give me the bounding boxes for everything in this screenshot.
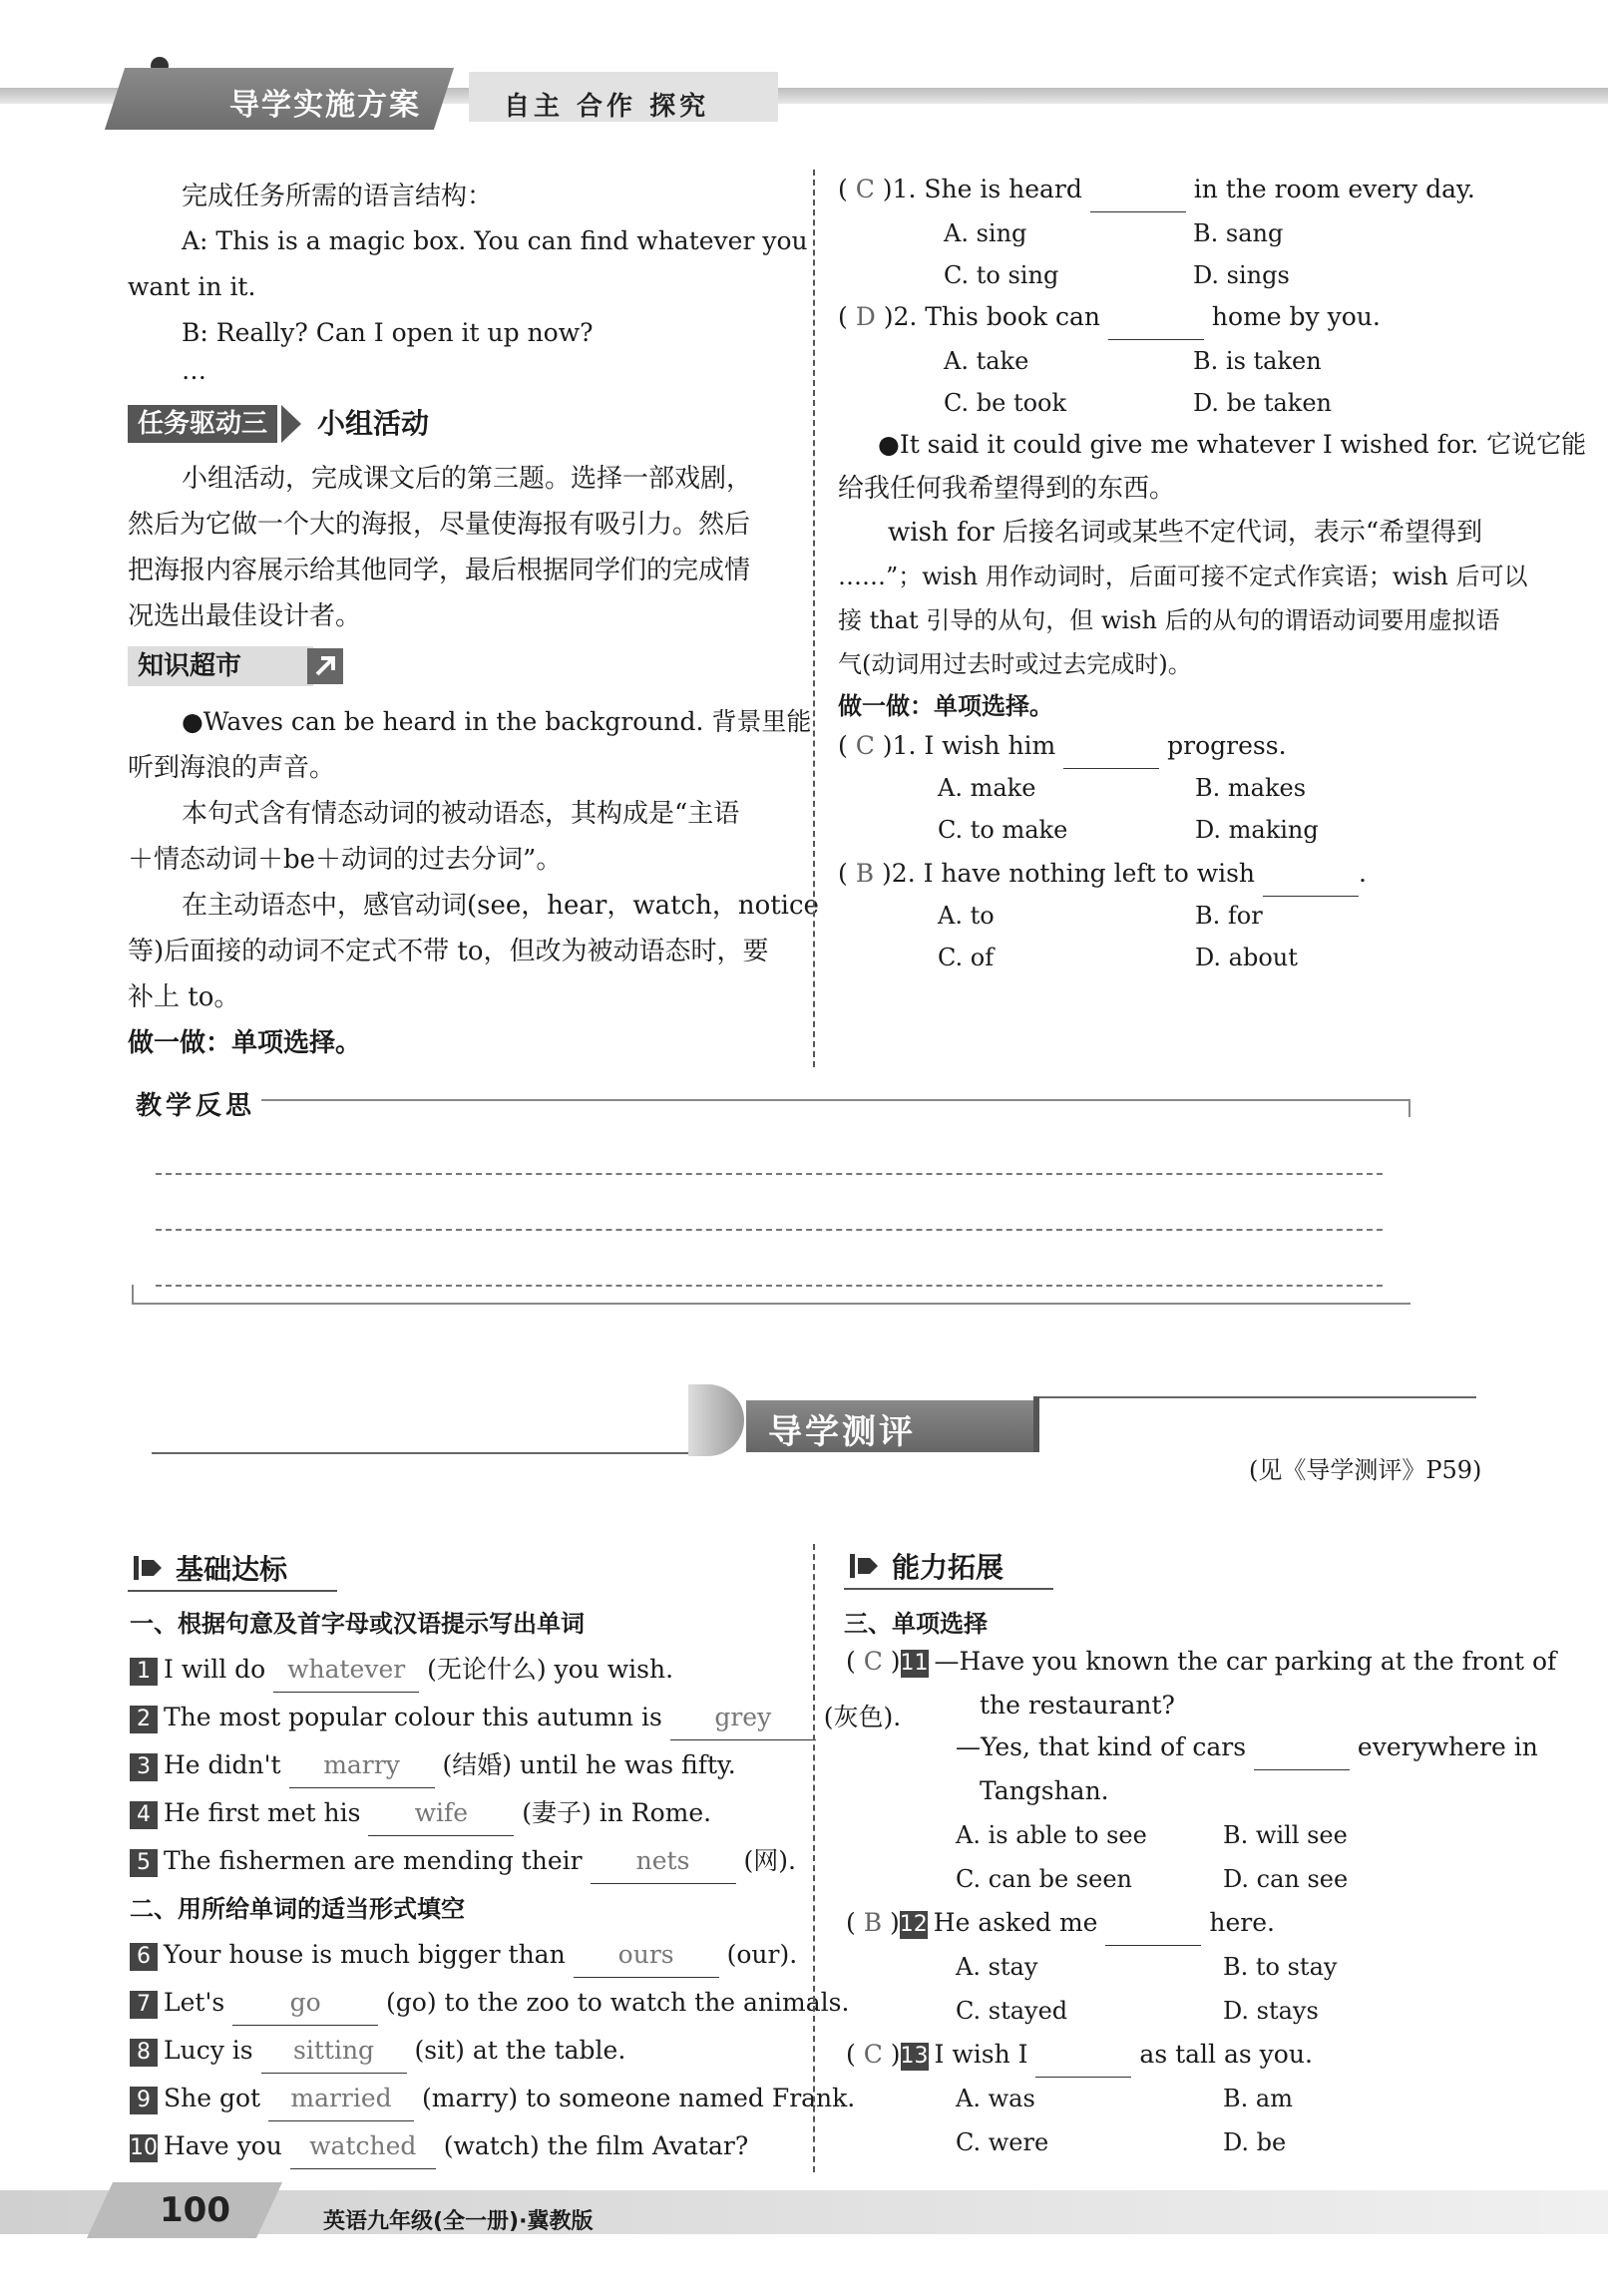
item-text-after: (无论什么) you wish. xyxy=(419,1655,674,1684)
q4-option-d: D. about xyxy=(1195,944,1298,971)
reflection-right-tick xyxy=(1408,1099,1410,1117)
item-text-before: Your house is much bigger than xyxy=(164,1940,574,1969)
item-number: 7 xyxy=(130,1991,158,2019)
wish-line-4: ……”；wish 用作动词时，后面可接不定式作宾语；wish 后可以 xyxy=(838,563,1528,590)
question-4: ( B )2. I have nothing left to wish . xyxy=(838,852,1367,897)
task-tag: 任务驱动三 xyxy=(128,405,277,443)
q12-option-d: D. stays xyxy=(1223,1997,1319,2025)
item-text-after: (灰色). xyxy=(815,1703,902,1731)
answer-blank[interactable]: married xyxy=(268,2077,414,2121)
task-para-4: 况选出最佳设计者。 xyxy=(128,601,362,631)
q11-line-4: Tangshan. xyxy=(980,1776,1109,1805)
q11-option-a: A. is able to see xyxy=(956,1821,1147,1849)
fill-blank-item xyxy=(130,2124,748,2169)
q4-option-a: A. to xyxy=(938,902,995,930)
item-number: 2 xyxy=(130,1706,158,1733)
fill-blank-item xyxy=(130,2077,855,2121)
answer-blank[interactable]: marry xyxy=(289,1743,435,1788)
answer-blank[interactable]: nets xyxy=(591,1839,736,1884)
item-text-before: Let's xyxy=(164,1988,233,2017)
knowledge-tag: 知识超市 xyxy=(128,646,313,686)
wish-line-1: ●It said it could give me whatever I wished for. 它说它能 xyxy=(878,430,1587,459)
doit-right: 做一做：单项选择。 xyxy=(838,691,1053,720)
q1-option-d: D. sings xyxy=(1193,261,1290,289)
letter-d-icon xyxy=(688,1384,744,1456)
doit-left: 做一做：单项选择。 xyxy=(128,1028,362,1058)
q12-option-c: C. stayed xyxy=(956,1997,1068,2025)
item-number: 5 xyxy=(130,1849,158,1877)
fill-blank-item xyxy=(130,1743,736,1788)
q11-option-b: B. will see xyxy=(1223,1821,1348,1849)
q11-option-c: C. can be seen xyxy=(956,1865,1132,1893)
knowledge-3c: 补上 to。 xyxy=(128,982,240,1012)
item-number: 3 xyxy=(130,1753,158,1781)
fill-blank-item xyxy=(130,1791,711,1836)
reflection-line-1 xyxy=(156,1173,1383,1175)
ability-tag: 能力拓展 xyxy=(892,1551,1005,1584)
task-title: 小组活动 xyxy=(317,407,430,440)
basic-tag: 基础达标 xyxy=(176,1553,288,1586)
bottom-column-divider xyxy=(813,1544,815,2172)
knowledge-1a: ●Waves can be heard in the background. 背景里能 xyxy=(182,707,812,736)
reflection-top-line xyxy=(261,1099,1408,1101)
header-subtitle: 自主 合作 探究 xyxy=(504,92,710,122)
answer-blank[interactable]: ours xyxy=(574,1933,719,1978)
task-para-2: 然后为它做一个大的海报，尽量使海报有吸引力。然后 xyxy=(128,510,751,540)
knowledge-2a: 本句式含有情态动词的被动语态，其构成是“主语 xyxy=(182,799,740,829)
q13-option-b: B. am xyxy=(1223,2085,1293,2112)
q1-option-b: B. sang xyxy=(1193,219,1284,247)
item-number: 8 xyxy=(130,2039,158,2067)
wish-line-6: 气(动词用过去时或过去完成时)。 xyxy=(838,650,1192,678)
item-text-before: He didn't xyxy=(164,1750,289,1779)
reflection-line-3 xyxy=(156,1285,1383,1287)
banner-line-left xyxy=(152,1452,710,1454)
reflection-bottom-line xyxy=(132,1303,1410,1305)
knowledge-1b: 听到海浪的声音。 xyxy=(128,753,336,783)
wish-line-5: 接 that 引导的从句，但 wish 后的从句的谓语动词要用虚拟语 xyxy=(838,606,1500,634)
section-d-title: 导学测评 xyxy=(768,1412,916,1452)
q3-option-d: D. making xyxy=(1195,816,1319,844)
answer-blank[interactable]: wife xyxy=(368,1791,514,1836)
q1-option-c: C. to sing xyxy=(944,261,1059,289)
q2-option-a: A. take xyxy=(944,347,1029,375)
item-text-before: He first met his xyxy=(164,1798,369,1827)
item-text-after: (结婚) until he was fifty. xyxy=(434,1750,736,1779)
item-text-before: I will do xyxy=(164,1655,274,1684)
dialog-a-line1: A: This is a magic box. You can find whatever you xyxy=(182,226,808,255)
reflection-label: 教学反思 xyxy=(136,1091,256,1121)
item-number: 4 xyxy=(130,1801,158,1829)
page-number: 100 xyxy=(160,2190,230,2230)
pencil-icon xyxy=(848,1550,880,1582)
answer-blank[interactable]: grey xyxy=(670,1696,816,1740)
banner-end-bar xyxy=(1033,1396,1039,1452)
header-title: 导学实施方案 xyxy=(229,88,421,123)
dialog-ellipsis: … xyxy=(182,356,206,385)
item-text-after: (网). xyxy=(735,1846,796,1875)
answer-blank[interactable]: sitting xyxy=(261,2029,407,2074)
fill-blank-item xyxy=(130,1839,796,1884)
wish-line-3: wish for 后接名词或某些不定代词，表示“希望得到 xyxy=(888,518,1483,548)
q13-option-c: C. were xyxy=(956,2128,1049,2156)
question-2: ( D )2. This book can home by you. xyxy=(838,295,1381,340)
item-text-before: The fishermen are mending their xyxy=(164,1846,591,1875)
question-11: ( C )11 —Have you known the car parking at the front of xyxy=(846,1647,1557,1676)
q12-option-a: A. stay xyxy=(956,1953,1038,1981)
fill-blank-item xyxy=(130,2029,625,2074)
dialog-b: B: Really? Can I open it up now? xyxy=(182,318,594,347)
q2-option-d: D. be taken xyxy=(1193,389,1332,417)
structure-label: 完成任务所需的语言结构： xyxy=(182,182,494,211)
q1-option-a: A. sing xyxy=(944,219,1027,247)
question-13: ( C )13 I wish I as tall as you. xyxy=(846,2033,1313,2078)
basic-part1-heading: 一、根据句意及首字母或汉语提示写出单词 xyxy=(130,1610,585,1638)
fill-blank-item xyxy=(130,1696,901,1740)
item-number: 9 xyxy=(130,2087,158,2114)
answer-blank[interactable]: whatever xyxy=(273,1648,419,1693)
knowledge-3a: 在主动语态中，感官动词(see，hear，watch，notice xyxy=(182,891,819,921)
q11-line-3: —Yes, that kind of cars everywhere in xyxy=(956,1725,1538,1770)
banner-line-right xyxy=(1037,1396,1476,1398)
item-text-before: Have you xyxy=(164,2131,290,2160)
item-text-before: The most popular colour this autumn is xyxy=(164,1703,670,1731)
ability-part3-heading: 三、单项选择 xyxy=(844,1610,988,1638)
q2-option-b: B. is taken xyxy=(1193,347,1322,375)
q11-line-2: the restaurant? xyxy=(980,1691,1175,1720)
item-text-after: (妻子) in Rome. xyxy=(514,1798,712,1827)
task-para-1: 小组活动，完成课文后的第三题。选择一部戏剧， xyxy=(182,464,753,494)
q13-option-a: A. was xyxy=(956,2085,1035,2112)
item-text-after: (watch) the film Avatar? xyxy=(435,2131,749,2160)
q13-option-d: D. be xyxy=(1223,2128,1287,2156)
q4-option-b: B. for xyxy=(1195,902,1263,930)
pencil-icon xyxy=(132,1552,164,1584)
dialog-a-line2: want in it. xyxy=(128,272,256,301)
item-number: 1 xyxy=(130,1658,158,1686)
knowledge-2b: ＋情态动词＋be＋动词的过去分词”。 xyxy=(128,845,563,875)
knowledge-3b: 等)后面接的动词不定式不带 to，但改为被动语态时，要 xyxy=(128,937,769,966)
item-text-before: Lucy is xyxy=(164,2036,261,2065)
item-number: 10 xyxy=(130,2135,158,2160)
section-d-ref: (见《导学测评》P59) xyxy=(1249,1456,1482,1484)
q2-option-c: C. be took xyxy=(944,389,1067,417)
external-arrow-icon xyxy=(307,648,343,684)
item-text-after: (sit) at the table. xyxy=(406,2036,626,2065)
item-text-after: (go) to the zoo to watch the animals. xyxy=(378,1988,850,2017)
basic-part2-heading: 二、用所给单词的适当形式填空 xyxy=(130,1895,465,1923)
q3-option-c: C. to make xyxy=(938,816,1068,844)
fill-blank-item xyxy=(130,1648,673,1693)
answer-blank[interactable]: watched xyxy=(290,2124,436,2169)
arrow-icon xyxy=(281,405,301,443)
wish-line-2: 给我任何我希望得到的东西。 xyxy=(838,474,1176,504)
answer-blank[interactable]: go xyxy=(232,1981,378,2026)
book-title: 英语九年级(全一册)·冀教版 xyxy=(323,2209,594,2234)
reflection-line-2 xyxy=(156,1229,1383,1231)
q3-option-b: B. makes xyxy=(1195,774,1307,802)
question-12: ( B )12 He asked me here. xyxy=(846,1901,1275,1946)
q4-option-c: C. of xyxy=(938,944,995,971)
item-number: 6 xyxy=(130,1943,158,1971)
question-1: ( C )1. She is heard in the room every day. xyxy=(838,168,1475,212)
question-3: ( C )1. I wish him progress. xyxy=(838,724,1287,769)
task-para-3: 把海报内容展示给其他同学，最后根据同学们的完成情 xyxy=(128,556,751,585)
fill-blank-item xyxy=(130,1981,849,2026)
column-divider xyxy=(813,170,815,1067)
q3-option-a: A. make xyxy=(938,774,1036,802)
item-text-before: She got xyxy=(164,2084,269,2112)
q12-option-b: B. to stay xyxy=(1223,1953,1338,1981)
item-text-after: (marry) to someone named Frank. xyxy=(414,2084,856,2112)
fill-blank-item xyxy=(130,1933,797,1978)
item-text-after: (our). xyxy=(718,1940,798,1969)
q11-option-d: D. can see xyxy=(1223,1865,1349,1893)
reflection-left-tick xyxy=(132,1285,134,1303)
